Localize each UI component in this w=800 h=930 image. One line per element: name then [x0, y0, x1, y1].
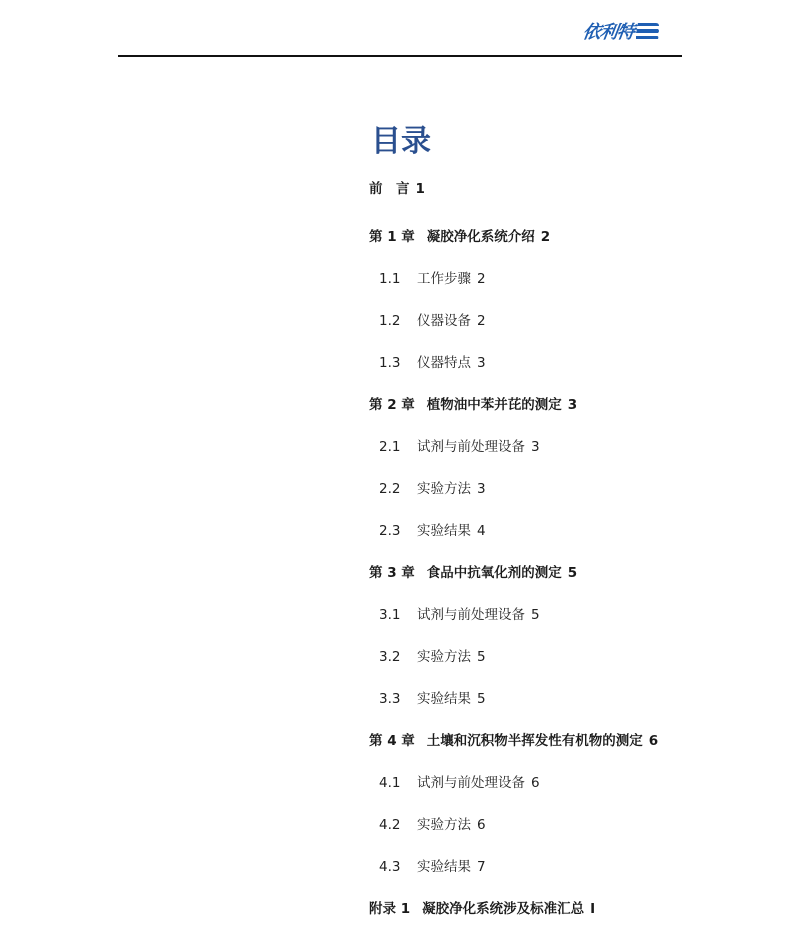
toc-entry-chapter-3[interactable]: [369, 552, 789, 594]
header-divider: [118, 55, 682, 57]
logo-text: 依利特: [581, 22, 636, 43]
toc-entry-section-1-3[interactable]: [369, 342, 789, 384]
toc-entry-number: 1.1: [379, 271, 401, 287]
toc-entry-text: 植物油中苯并芘的测定: [426, 397, 562, 413]
toc-entry-text: 试剂与前处理设备: [417, 439, 525, 455]
toc-entry-chapter-4[interactable]: [369, 720, 789, 762]
toc-entry-page: 2: [477, 271, 486, 287]
toc-entry-page: 1: [415, 181, 425, 197]
toc-entry-text: 仪器设备: [417, 313, 471, 329]
toc-entry-text: 实验结果: [417, 691, 471, 707]
toc-entry-chapter-1[interactable]: [369, 216, 789, 258]
toc-entry-number: 2.2: [379, 481, 401, 497]
toc-entry-section-1-1[interactable]: [369, 258, 789, 300]
toc-entry-page: 4: [477, 523, 486, 539]
toc-entry-number: 4.1: [379, 775, 401, 791]
toc-entry-appendix-1[interactable]: [369, 888, 789, 930]
toc-entry-section-4-3[interactable]: [369, 846, 789, 888]
toc-entry-text: 实验方法: [417, 649, 471, 665]
toc-entry-text: 实验方法: [417, 481, 471, 497]
toc-entry-text: 食品中抗氧化剂的测定: [426, 565, 562, 581]
toc-entry-text: 试剂与前处理设备: [417, 607, 525, 623]
toc-entry-number: 第 4 章: [369, 733, 415, 749]
toc-entry-section-4-1[interactable]: [369, 762, 789, 804]
toc-entry-number: 3.2: [379, 649, 401, 665]
toc-entry-text: 土壤和沉积物半挥发性有机物的测定: [426, 733, 643, 749]
toc-entry-text: 实验结果: [417, 859, 471, 875]
table-of-contents: [369, 120, 789, 930]
toc-entry-section-3-2[interactable]: [369, 636, 789, 678]
toc-title: 目录: [371, 124, 431, 159]
toc-entry-section-2-2[interactable]: [369, 468, 789, 510]
toc-entry-preface[interactable]: [369, 170, 789, 216]
toc-entry-section-4-2[interactable]: [369, 804, 789, 846]
toc-entry-number: 4.2: [379, 817, 401, 833]
toc-entry-page: 7: [477, 859, 486, 875]
toc-entry-number: 3.3: [379, 691, 401, 707]
toc-entry-text: 凝胶净化系统介绍: [426, 229, 535, 245]
toc-entry-page: 3: [531, 439, 540, 455]
toc-list: [369, 170, 789, 930]
toc-entry-text: 试剂与前处理设备: [417, 775, 525, 791]
toc-entry-page: 6: [531, 775, 540, 791]
toc-entry-page: 3: [567, 397, 578, 413]
toc-entry-number: 第 2 章: [369, 397, 415, 413]
toc-entry-page: I: [590, 901, 596, 917]
toc-entry-section-3-3[interactable]: [369, 678, 789, 720]
toc-entry-text: 工作步骤: [417, 271, 471, 287]
toc-entry-text: 实验结果: [417, 523, 471, 539]
toc-entry-page: 6: [477, 817, 486, 833]
toc-entry-number: 2.3: [379, 523, 401, 539]
toc-entry-page: 2: [540, 229, 551, 245]
toc-entry-number: 2.1: [379, 439, 401, 455]
toc-entry-page: 2: [477, 313, 486, 329]
toc-entry-number: 附录 1: [369, 901, 411, 917]
toc-entry-text: 前 言: [369, 181, 410, 197]
logo-stripes-icon: [636, 21, 660, 41]
toc-entry-section-2-1[interactable]: [369, 426, 789, 468]
toc-entry-page: 3: [477, 355, 486, 371]
brand-logo: [583, 16, 683, 46]
toc-entry-number: 1.2: [379, 313, 401, 329]
toc-entry-section-2-3[interactable]: [369, 510, 789, 552]
toc-entry-page: 5: [531, 607, 540, 623]
toc-entry-section-1-2[interactable]: [369, 300, 789, 342]
toc-entry-number: 第 1 章: [369, 229, 415, 245]
toc-entry-page: 5: [477, 649, 486, 665]
toc-entry-number: 1.3: [379, 355, 401, 371]
toc-entry-chapter-2[interactable]: [369, 384, 789, 426]
toc-entry-number: 第 3 章: [369, 565, 415, 581]
toc-entry-page: 3: [477, 481, 486, 497]
toc-entry-page: 5: [477, 691, 486, 707]
toc-entry-number: 4.3: [379, 859, 401, 875]
toc-entry-text: 仪器特点: [417, 355, 471, 371]
toc-entry-text: 实验方法: [417, 817, 471, 833]
toc-entry-number: 3.1: [379, 607, 401, 623]
toc-entry-page: 5: [567, 565, 578, 581]
toc-entry-section-3-1[interactable]: [369, 594, 789, 636]
toc-entry-text: 凝胶净化系统涉及标准汇总: [422, 901, 585, 917]
toc-entry-page: 6: [648, 733, 659, 749]
